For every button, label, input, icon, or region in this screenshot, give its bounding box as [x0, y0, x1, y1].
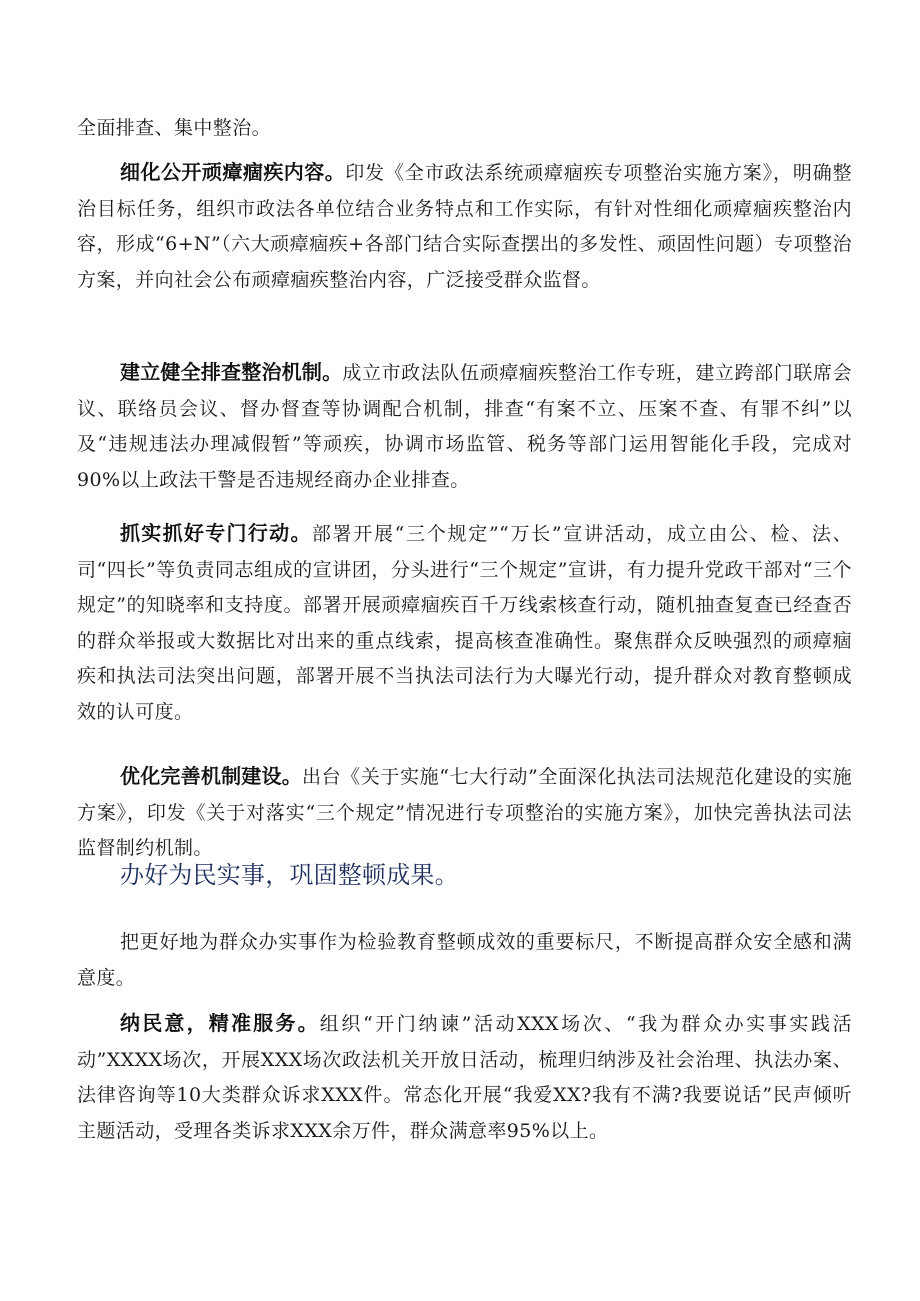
paragraph-body: 成立市政法队伍顽瘴痼疾整治工作专班，建立跨部门联席会议、联络员会议、督办督查等协调配合机制，排查“有案不立、压案不查、有罪不纠”以及“违规违法办理减假暂”等顽疾，协调市场监管、税务等部门运用智能化手段，完成对90%以上政法干警是否违规经商办企业排查。 [77, 362, 853, 491]
paragraph-text: 把更好地为群众办实事作为检验教育整顿成效的重要标尺，不断提高群众安全感和满意度。 [77, 931, 852, 989]
paragraph-lead: 纳民意，精准服务。 [120, 1011, 320, 1035]
paragraph-body: 部署开展“三个规定”“万长”宣讲活动，成立由公、检、法、司“四长”等负责同志组成的宣讲团，分头进行“三个规定”宣讲，有力提升党政干部对“三个规定”的知晓率和支持度。部署开展顽瘴痼疾百千万线索核查行动，随机抽查复查已经查否的群众举报或大数据比对出来的重点线索，提高核查准确性。聚焦群众反映强烈的顽瘴痼疾和执法司法突出问题，部署开展不当执法司法行为大曝光行动，提升群众对教育整顿成效的认可度。 [77, 523, 852, 723]
paragraph-lead: 抓实抓好专门行动。 [120, 521, 312, 545]
paragraph-lead: 建立健全排查整治机制。 [120, 360, 343, 384]
paragraph-section-intro [77, 925, 852, 996]
paragraph-body: 出台《关于实施“七大行动”全面深化执法司法规范化建设的实施方案》，印发《关于对落实“三个规定”情况进行专项整治的实施方案》，加快完善执法司法监督制约机制。 [77, 766, 853, 859]
paragraph-lead: 优化完善机制建设。 [120, 764, 302, 788]
paragraph-text: 全面排查、集中整治。 [77, 117, 272, 139]
paragraph-special-action [77, 516, 852, 730]
paragraph-optimize [77, 759, 852, 867]
paragraph-continuation [77, 111, 852, 147]
paragraph-mechanism [77, 355, 852, 498]
paragraph-lead: 细化公开顽瘴痼疾内容。 [120, 160, 346, 184]
section-heading: 办好为民实事，巩固整顿成果。 [120, 861, 459, 889]
paragraph-public-opinion [77, 1006, 852, 1149]
paragraph-body: 印发《全市政法系统顽瘴痼疾专项整治实施方案》，明确整治目标任务，组织市政法各单位结合业务特点和工作实际，有针对性细化顽瘴痼疾整治内容，形成“6+N”（六大顽瘴痼疾+各部门结合实际查摆出的多发性、顽固性问题）专项整治方案，并向社会公布顽瘴痼疾整治内容，广泛接受群众监督。 [77, 162, 853, 291]
paragraph-body: 组织“开门纳谏”活动XXX场次、“我为群众办实事实践活动”XXXX场次，开展XXX场次政法机关开放日活动，梳理归纳涉及社会治理、执法办案、法律咨询等10大类群众诉求XXX件。常态化开展“我爱XX?我有不满?我要说话”民声倾听主题活动，受理各类诉求XXX余万件，群众满意率95%以上。 [77, 1013, 852, 1142]
paragraph-refine-content [77, 155, 852, 298]
